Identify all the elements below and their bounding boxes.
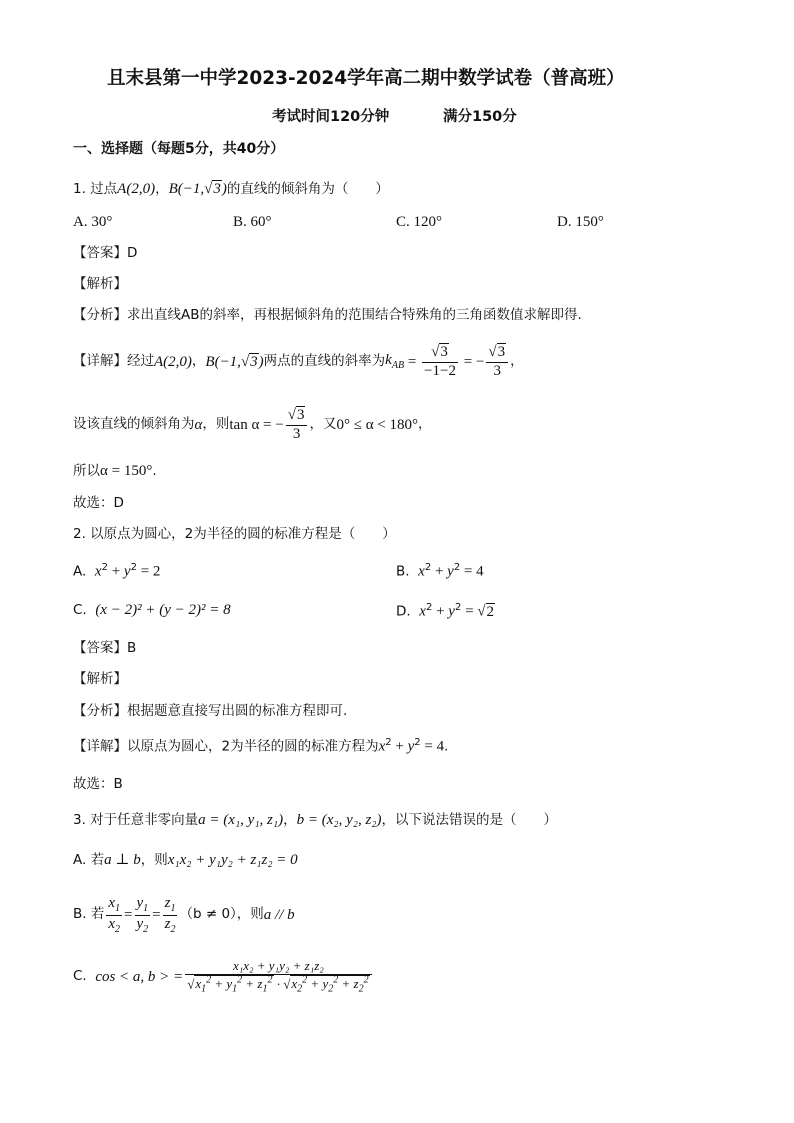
exam-time: 考试时间120分钟 [272, 109, 390, 125]
q1-line2-pre: 设该直线的倾斜角为 [73, 416, 195, 433]
q2-answer: 【答案】B [73, 640, 137, 656]
q1-line2: 设该直线的倾斜角为 α ，则 tan α = − $\frac{√3}{3}$ ，又 0° ≤ α < 180° ， [73, 407, 432, 442]
q3-option-c: C. cos < a, b > = $\frac{\text{x₁x₂ + y₁y₂ + z₁z₂}}{√x_1^2 + y_1^2 + z_1^2 \cdot √x_2^2 + y_2^2 + z_2^2}$ [73, 952, 374, 1002]
q1-tan-fraction: $\frac{√3}{3}$ [286, 407, 308, 443]
page-title: 且末县第一中学2023-2024学年高二期中数学试卷（普高班） [107, 68, 625, 89]
q1-tan: tan α = − [229, 416, 284, 433]
q1-slope-fraction: $\frac{√3}{-1-2}$ [424, 344, 456, 379]
q1-point-a: A(2,0) [117, 181, 156, 197]
q1-alpha-result: α = 150° [100, 463, 153, 479]
q1-option-a: A. 30° [73, 214, 113, 230]
q1-line2-mid: ，则 [202, 416, 230, 433]
q1-detail-point-b: B(−1,√3) [205, 353, 264, 370]
q3-ratio-x: $\frac{x_1}{x_2}$ [108, 895, 121, 935]
q2-detail: 【详解】以原点为圆心，2为半径的圆的标准方程为$x^2 + y^2 = 4$. [73, 737, 449, 755]
q1-detail-label: 【详解】经过 [73, 353, 154, 370]
q1-comma: ， [155, 181, 169, 197]
q1-suffix: 的直线的倾斜角为（ ） [226, 181, 389, 197]
q1-conclusion: 故选：D [73, 495, 124, 511]
q1-line2-post: ，又 [309, 416, 337, 433]
q1-detail-comma: ， [191, 353, 206, 370]
q2-analysis-tag: 【解析】 [73, 671, 127, 687]
q1-prefix: 1. 过点 [73, 181, 118, 197]
q1-option-c: C. 120° [396, 214, 443, 230]
q1-fenxi: 【分析】求出直线AB的斜率，再根据倾斜角的范围结合特殊角的三角函数值求解即得. [73, 307, 582, 323]
q1-detail-point-a: A(2,0) [154, 353, 192, 370]
q2-option-b: B. $x^2 + y^2 = 4$ [396, 562, 484, 580]
q3-cos-lhs: cos < a, b > = [95, 968, 184, 985]
q1-line3: 所以α = 150°. [73, 463, 157, 479]
q3-cos-fraction: $\frac{\text{x₁x₂ + y₁y₂ + z₁z₂}}{√x_1^2 + y_1^2 + z_1^2 \cdot √x_2^2 + y_2^2 + z_2^2}$ [185, 959, 371, 995]
q1-slope-result: $\frac{√3}{3}$ [486, 344, 508, 380]
q1-detail-mid: 两点的直线的斜率为 [263, 353, 386, 370]
section-heading: 一、选择题（每题5分，共40分） [73, 141, 285, 157]
q2-stem: 2. 以原点为圆心，2为半径的圆的标准方程是（ ） [73, 526, 396, 542]
exam-score: 满分150分 [443, 109, 517, 125]
q1-option-b: B. 60° [233, 214, 272, 230]
q3-vector-b: b = (x₂, y₂, z₂) [296, 812, 382, 828]
q2-fenxi: 【分析】根据题意直接写出圆的标准方程即可. [73, 703, 348, 719]
q3-ratio-z: $\frac{z_1}{z_2}$ [164, 895, 176, 935]
q1-stem [73, 182, 389, 197]
q1-answer: 【答案】D [73, 245, 138, 261]
q3-vector-a: a = (x₁, y₁, z₁) [198, 812, 284, 828]
q3-ratio-y: $\frac{y_1}{y_2}$ [136, 895, 149, 935]
q1-range: 0° ≤ α < 180° [336, 416, 419, 433]
q2-option-a: A. $x^2 + y^2 = 2$ [73, 562, 161, 580]
q1-slope-k: $k_{AB}$ [385, 352, 405, 371]
q2-conclusion: 故选：B [73, 776, 123, 792]
q1-point-b: B(−1,√3) [168, 181, 227, 197]
q1-option-d: D. 150° [557, 214, 604, 230]
q2-option-d: D. $x^2 + y^2 = √2$ [396, 602, 495, 620]
q1-detail: 【详解】经过 A(2,0) ， B(−1,√3) 两点的直线的斜率为 $k_{AB}$ = $\frac{√3}{-1-2}$ = − $\frac{√3}{3}$ ， [73, 344, 524, 379]
q3-stem: 3. 对于任意非零向量a = (x₁, y₁, z₁)，b = (x₂, y₂, z₂)，以下说法错误的是（ ） [73, 812, 558, 828]
q2-option-c: C. (x − 2)² + (y − 2)² = 8 [73, 602, 231, 618]
q3-option-a: A. 若a ⊥ b，则x₁x₂ + y₁y₂ + z₁z₂ = 0 [73, 852, 298, 868]
q1-analysis-tag: 【解析】 [73, 276, 127, 292]
q3-option-b: B. 若 $\frac{x_1}{x_2}$ = $\frac{y_1}{y_2}$ = $\frac{z_1}{z_2}$ （b ≠ 0），则 a // b [73, 895, 295, 935]
